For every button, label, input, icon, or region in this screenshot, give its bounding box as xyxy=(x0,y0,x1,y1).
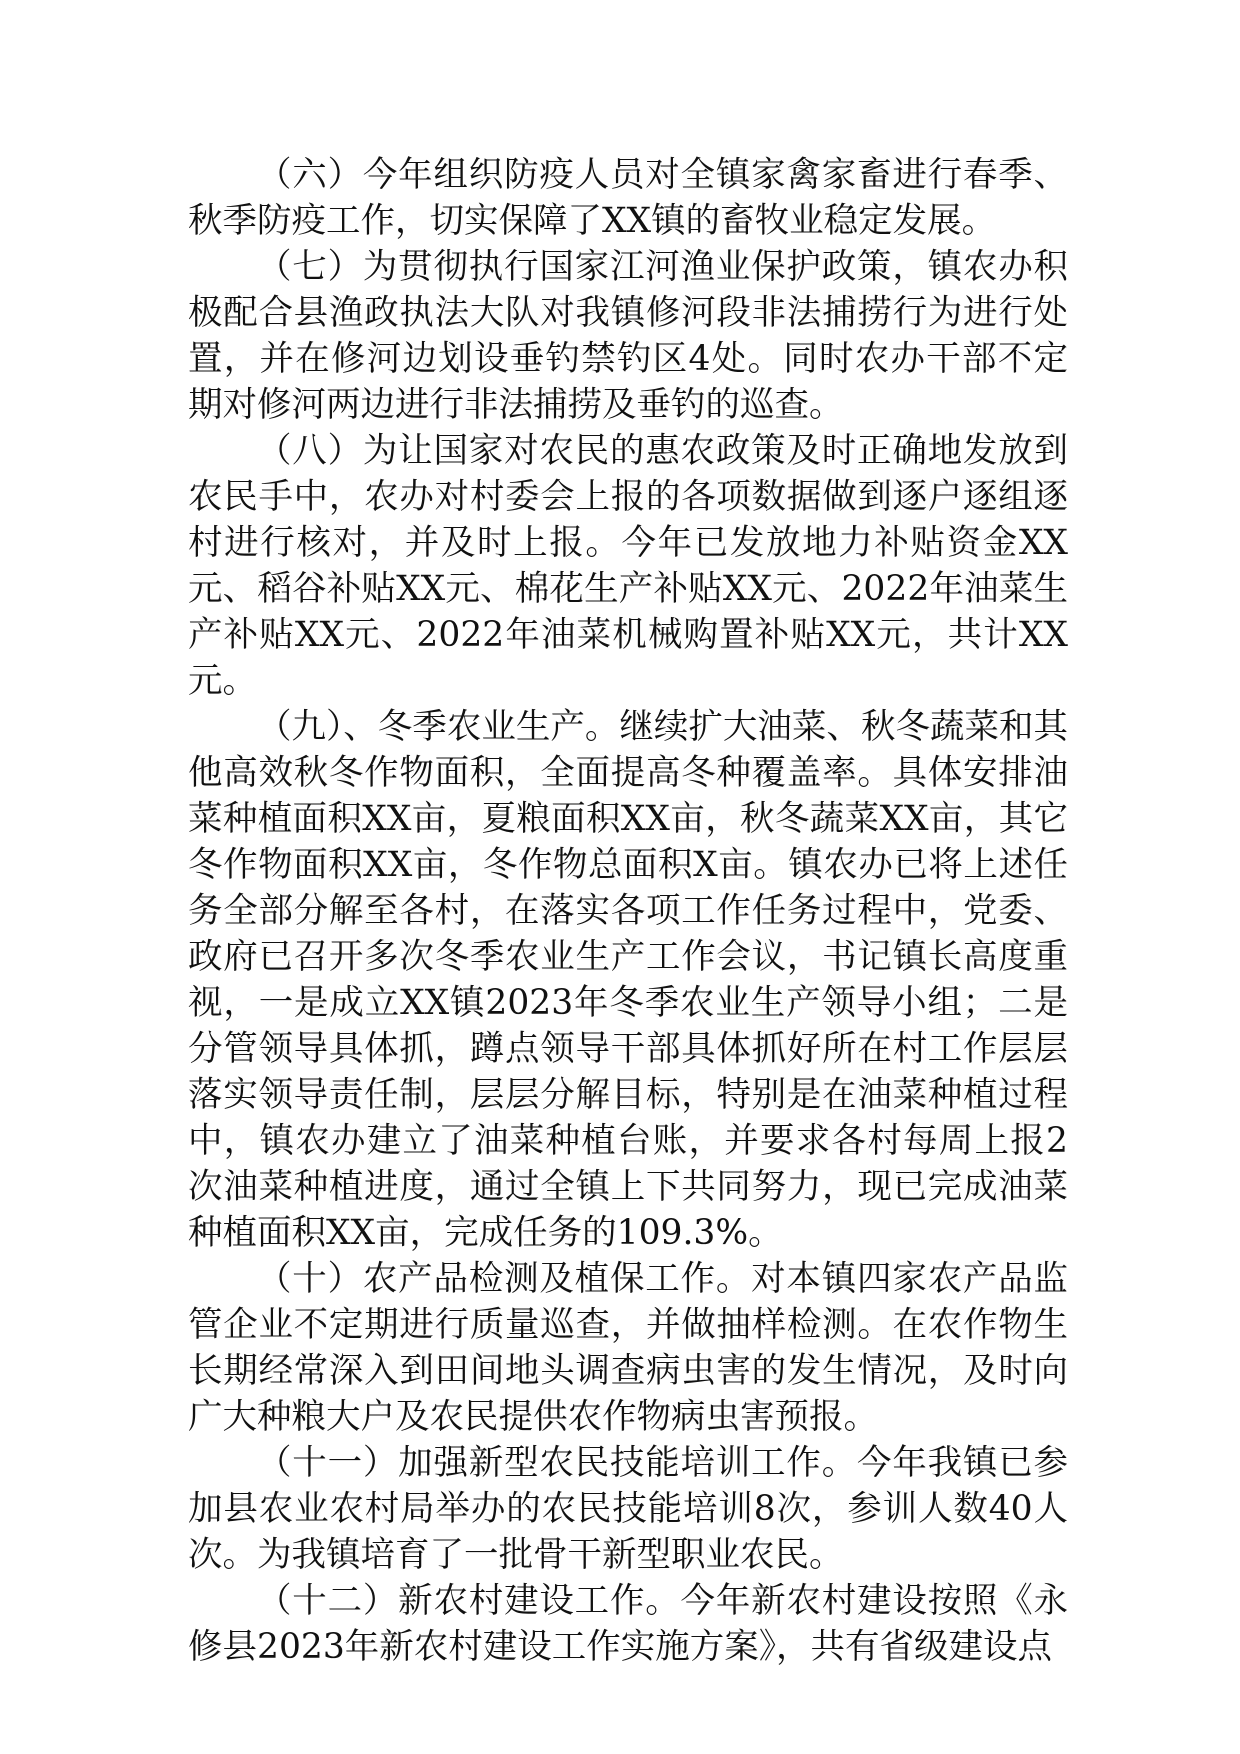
paragraph-6-epidemic-prevention: （六）今年组织防疫人员对全镇家禽家畜进行春季、秋季防疫工作，切实保障了XX镇的畜牧业稳定发展。 xyxy=(188,155,1068,241)
paragraph-10-product-inspection: （十）农产品检测及植保工作。对本镇四家农产品监管企业不定期进行质量巡查，并做抽样检测。在农作物生长期经常深入到田间地头调查病虫害的发生情况，及时向广大种粮大户及农民提供农作物病虫害预报。 xyxy=(188,1259,1068,1437)
paragraph-12-new-countryside: （十二）新农村建设工作。今年新农村建设按照《永修县2023年新农村建设工作实施方案》，共有省级建设点 xyxy=(188,1581,1068,1667)
paragraph-11-skills-training: （十一）加强新型农民技能培训工作。今年我镇已参加县农业农村局举办的农民技能培训8次，参训人数40人次。为我镇培育了一批骨干新型职业农民。 xyxy=(188,1443,1068,1575)
paragraph-8-farm-subsidies: （八）为让国家对农民的惠农政策及时正确地发放到农民手中，农办对村委会上报的各项数据做到逐户逐组逐村进行核对，并及时上报。今年已发放地力补贴资金XX元、稻谷补贴XX元、棉花生产补贴XX元、2022年油菜生产补贴XX元、2022年油菜机械购置补贴XX元，共计XX元。 xyxy=(188,431,1068,701)
document-body xyxy=(188,152,1068,1670)
paragraph-7-fishery-protection: （七）为贯彻执行国家江河渔业保护政策，镇农办积极配合县渔政执法大队对我镇修河段非法捕捞行为进行处置，并在修河边划设垂钓禁钓区4处。同时农办干部不定期对修河两边进行非法捕捞及垂钓的巡查。 xyxy=(188,247,1068,425)
paragraph-9-winter-agriculture: （九）、冬季农业生产。继续扩大油菜、秋冬蔬菜和其他高效秋冬作物面积，全面提高冬种覆盖率。具体安排油菜种植面积XX亩，夏粮面积XX亩，秋冬蔬菜XX亩，其它冬作物面积XX亩，冬作物总面积X亩。镇农办已将上述任务全部分解至各村，在落实各项工作任务过程中，党委、政府已召开多次冬季农业生产工作会议，书记镇长高度重视，一是成立XX镇2023年冬季农业生产领导小组；二是分管领导具体抓，蹲点领导干部具体抓好所在村工作层层落实领导责任制，层层分解目标，特别是在油菜种植过程中，镇农办建立了油菜种植台账，并要求各村每周上报2次油菜种植进度，通过全镇上下共同努力，现已完成油菜种植面积XX亩，完成任务的109.3%。 xyxy=(188,707,1068,1253)
